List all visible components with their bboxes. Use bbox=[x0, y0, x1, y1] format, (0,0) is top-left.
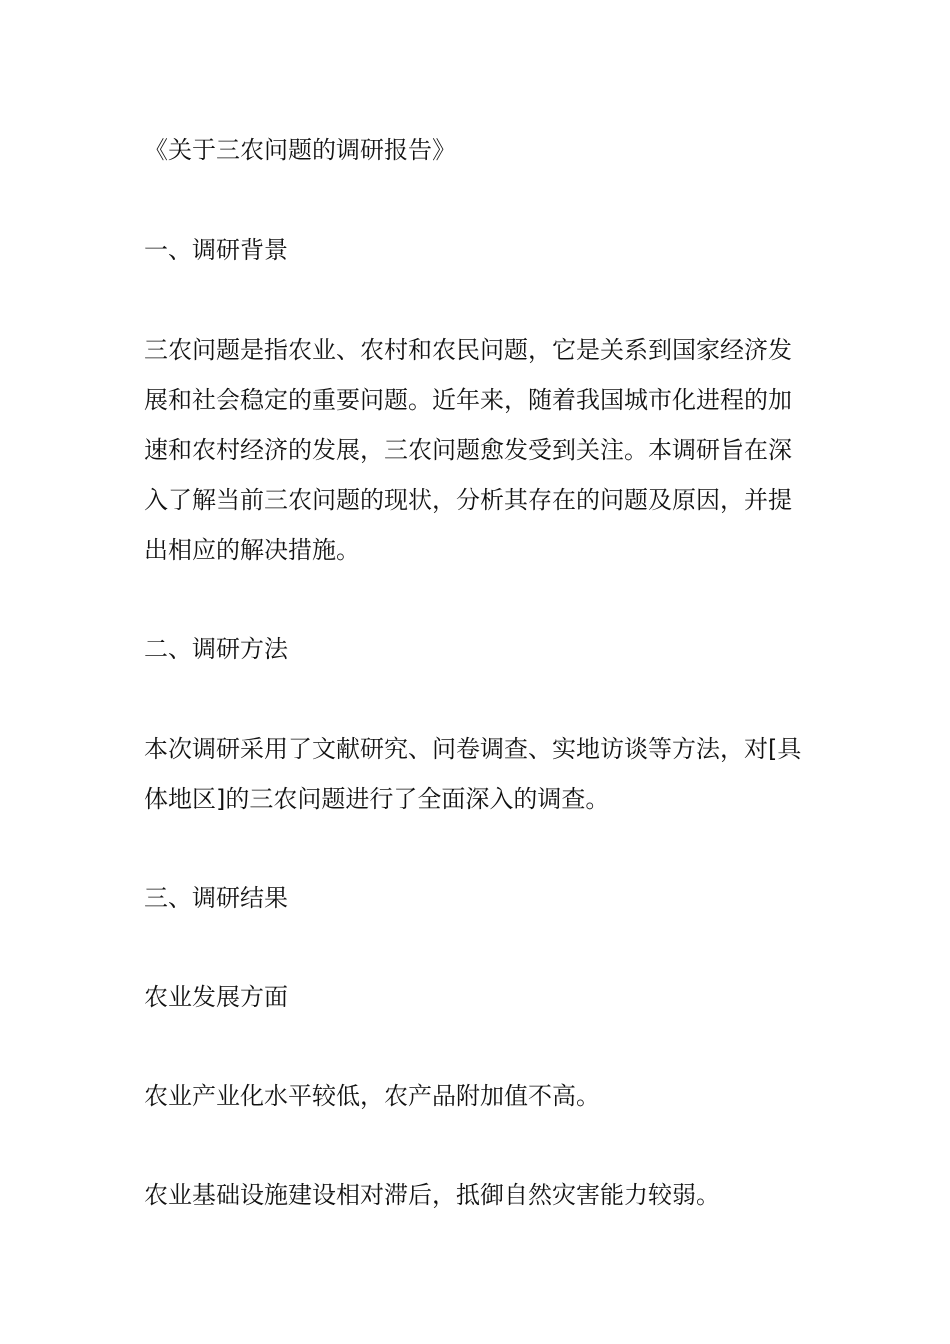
results-item: 农业基础设施建设相对滞后，抵御自然灾害能力较弱。 bbox=[144, 1181, 720, 1209]
section-heading-results: 三、调研结果 bbox=[144, 884, 288, 912]
section-heading-method: 二、调研方法 bbox=[144, 635, 288, 663]
section-heading-background: 一、调研背景 bbox=[144, 236, 288, 264]
section-paragraph-method: 本次调研采用了文献研究、问卷调查、实地访谈等方法，对[具体地区]的三农问题进行了全面深入的调查。 bbox=[144, 735, 802, 813]
document-title: 《关于三农问题的调研报告》 bbox=[144, 136, 456, 164]
section-paragraph-background: 三农问题是指农业、农村和农民问题，它是关系到国家经济发展和社会稳定的重要问题。近年来，随着我国城市化进程的加速和农村经济的发展，三农问题愈发受到关注。本调研旨在深入了解当前三农问题的现状，分析其存在的问题及原因，并提出相应的解决措施。 bbox=[144, 336, 792, 564]
results-item: 农业产业化水平较低，农产品附加值不高。 bbox=[144, 1082, 600, 1110]
results-subheading-agriculture: 农业发展方面 bbox=[144, 983, 288, 1011]
